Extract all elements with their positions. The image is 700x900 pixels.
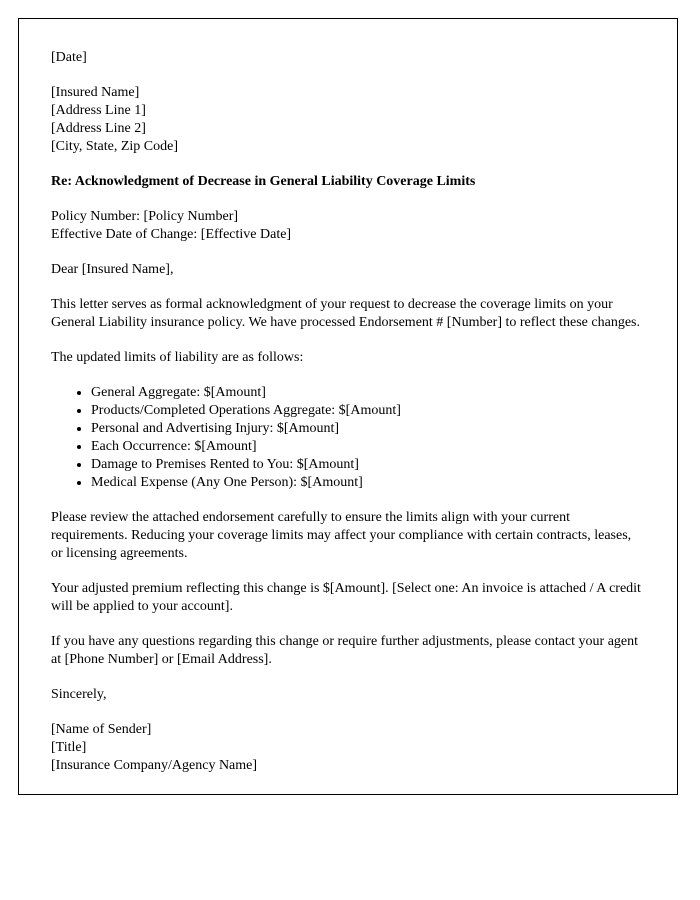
- limit-item-personal-advertising-injury: • Personal and Advertising Injury: $[Amount]: [91, 420, 643, 438]
- salutation: Dear [Insured Name],: [51, 262, 174, 277]
- subject-line: Re: Acknowledgment of Decrease in General Liability Coverage Limits: [51, 174, 476, 189]
- recipient-name: [Insured Name]: [51, 85, 140, 100]
- limits-list: [51, 384, 643, 492]
- recipient-block: [51, 84, 643, 156]
- letter-page: [18, 18, 678, 795]
- recipient-city-state-zip: [City, State, Zip Code]: [51, 139, 179, 154]
- closing: Sincerely,: [51, 687, 107, 702]
- paragraph-limits-intro: The updated limits of liability are as follows:: [51, 350, 304, 365]
- limit-item-medical-expense: • Medical Expense (Any One Person): $[Amount]: [91, 474, 643, 492]
- paragraph-review: Please review the attached endorsement carefully to ensure the limits align with your current requirements. Reducing your coverage limits may affect your compliance with certain contracts, leases, or licensing agreements.: [51, 510, 632, 561]
- recipient-address-line-2: [Address Line 2]: [51, 121, 146, 136]
- limit-item-general-aggregate: • General Aggregate: $[Amount]: [91, 384, 643, 402]
- sender-name: [Name of Sender]: [51, 722, 152, 737]
- sender-title: [Title]: [51, 740, 87, 755]
- sender-company: [Insurance Company/Agency Name]: [51, 758, 258, 773]
- limit-item-each-occurrence: • Each Occurrence: $[Amount]: [91, 438, 643, 456]
- paragraph-contact: If you have any questions regarding this change or require further adjustments, please contact your agent at [Phone Number] or [Email Address].: [51, 634, 639, 667]
- limit-item-damage-to-premises: • Damage to Premises Rented to You: $[Amount]: [91, 456, 643, 474]
- letter-date: [Date]: [51, 50, 87, 65]
- paragraph-intro: This letter serves as formal acknowledgment of your request to decrease the coverage limits on your General Liability insurance policy. We have processed Endorsement # [Number] to reflect these changes.: [51, 297, 640, 330]
- limit-item-products-completed-operations: • Products/Completed Operations Aggregate: $[Amount]: [91, 402, 643, 420]
- policy-number-line: Policy Number: [Policy Number]: [51, 209, 239, 224]
- recipient-address-line-1: [Address Line 1]: [51, 103, 146, 118]
- policy-info-block: [51, 208, 643, 244]
- paragraph-premium: Your adjusted premium reflecting this change is $[Amount]. [Select one: An invoice is attached / A credit will be applied to your account].: [51, 581, 641, 614]
- effective-date-line: Effective Date of Change: [Effective Date]: [51, 227, 292, 242]
- sender-block: [51, 721, 643, 775]
